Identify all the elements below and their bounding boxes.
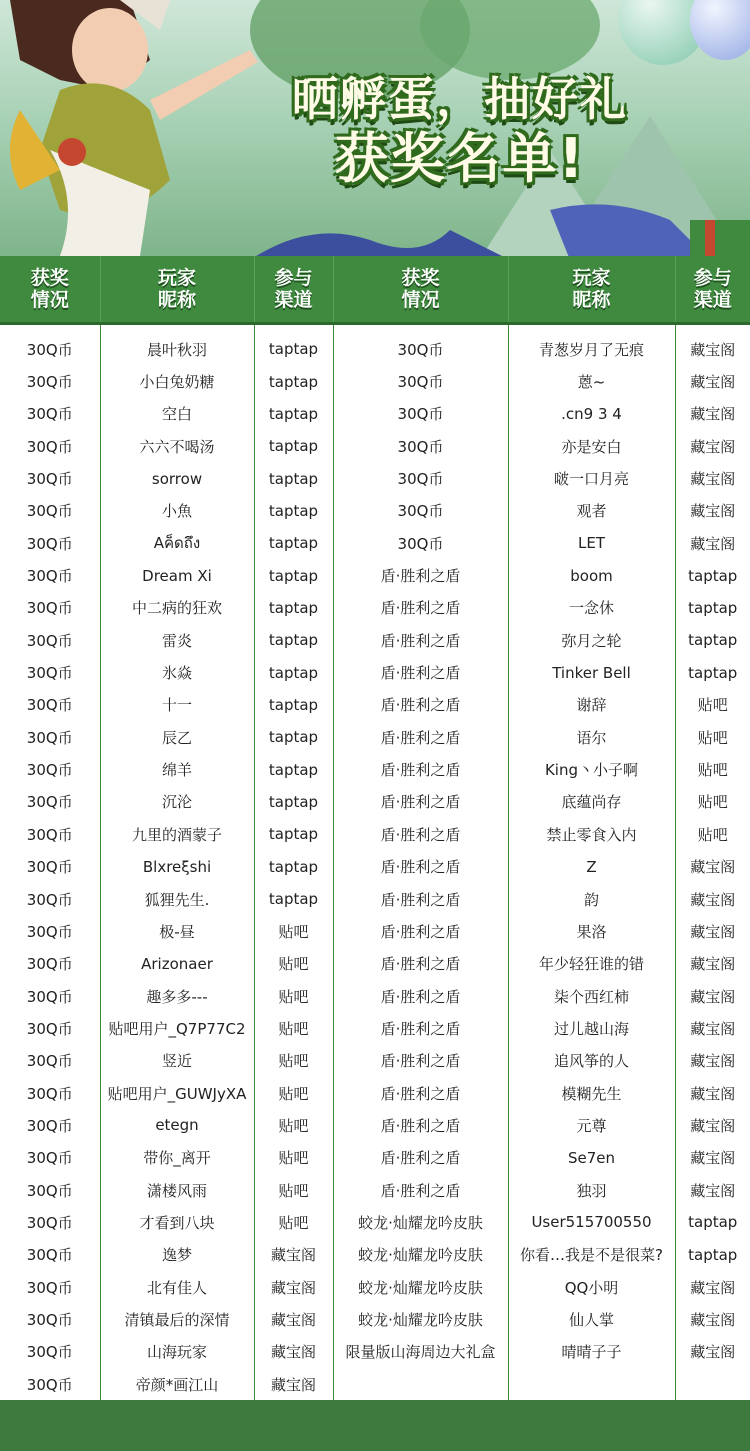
nickname-cell: Dream Xi (100, 559, 254, 591)
prize-cell: 盾·胜利之盾 (333, 1142, 508, 1174)
nickname-cell: 小白兔奶糖 (100, 365, 254, 397)
channel-cell: 藏宝阁 (690, 502, 736, 521)
channel-cell: taptap (254, 430, 333, 462)
prize-cell: 盾·胜利之盾 (333, 624, 508, 656)
channel-cell: taptap (688, 631, 738, 650)
prize-cell: 30Q币 (0, 786, 100, 818)
nickname-cell: 仙人掌 (508, 1303, 675, 1335)
nickname-cell: 一念休 (508, 592, 675, 624)
nickname-cell: 才看到八块 (100, 1206, 254, 1238)
channel-cell: taptap (254, 398, 333, 430)
header-text: 获奖 (30, 267, 69, 289)
channel-cell: 贴吧 (254, 1174, 333, 1206)
nickname-cell: 贴吧用户_GUWJyXA (100, 1077, 254, 1109)
header-nickname (100, 256, 254, 324)
header-text: 昵称 (572, 289, 611, 311)
channel-cell: 贴吧 (254, 980, 333, 1012)
table-row (0, 624, 750, 656)
channel-cell: 藏宝阁 (690, 534, 736, 553)
channel-cell: 贴吧 (254, 915, 333, 947)
table-row (0, 1368, 750, 1400)
channel-cell: 贴吧 (254, 1012, 333, 1044)
nickname-cell: 沉沦 (100, 786, 254, 818)
channel-cell: 贴吧 (254, 948, 333, 980)
nickname-cell: 竖近 (100, 1045, 254, 1077)
table-row (0, 851, 750, 883)
prize-cell: 30Q币 (333, 462, 508, 494)
table-row (0, 365, 750, 397)
table-row (0, 462, 750, 494)
nickname-cell: 亦是安白 (508, 430, 675, 462)
nickname-cell: Arizonaer (100, 948, 254, 980)
prize-cell: 30Q币 (0, 980, 100, 1012)
channel-cell: 贴吧 (254, 1077, 333, 1109)
table-row (0, 786, 750, 818)
table-row (0, 883, 750, 915)
table-row (0, 592, 750, 624)
table-row (0, 1174, 750, 1206)
table-row (0, 689, 750, 721)
channel-cell: 藏宝阁 (254, 1368, 333, 1400)
channel-cell: taptap (254, 786, 333, 818)
nickname-cell: 追风筝的人 (508, 1045, 675, 1077)
table-row (0, 430, 750, 462)
prize-cell: 30Q币 (0, 818, 100, 850)
prize-cell: 30Q币 (333, 430, 508, 462)
prize-cell: 30Q币 (0, 1077, 100, 1109)
table-row (0, 818, 750, 850)
prize-cell: 蛟龙·灿耀龙吟皮肤 (333, 1271, 508, 1303)
table-row (0, 1206, 750, 1238)
nickname-cell: User515700550 (508, 1206, 675, 1238)
channel-cell: 贴吧 (254, 1142, 333, 1174)
header-text: 渠道 (274, 289, 313, 311)
channel-cell: 藏宝阁 (690, 922, 736, 941)
prize-cell: 30Q币 (0, 1045, 100, 1077)
nickname-cell: 北有佳人 (100, 1271, 254, 1303)
prize-cell: 30Q币 (0, 1142, 100, 1174)
nickname-cell: 谢辞 (508, 689, 675, 721)
channel-cell: 藏宝阁 (254, 1239, 333, 1271)
table-row (0, 324, 750, 366)
winners-table (0, 256, 750, 1400)
header-text: 参与 (274, 267, 313, 289)
winners-table-body (0, 324, 750, 1401)
prize-cell: 30Q币 (0, 624, 100, 656)
table-row (0, 1012, 750, 1044)
header-text: 玩家 (157, 267, 196, 289)
channel-cell: 藏宝阁 (690, 858, 736, 877)
nickname-cell: 禁止零食入内 (508, 818, 675, 850)
channel-cell: 贴吧 (697, 793, 728, 812)
table-row (0, 1303, 750, 1335)
table-row (0, 948, 750, 980)
prize-cell: 30Q币 (333, 398, 508, 430)
channel-cell: 藏宝阁 (690, 890, 736, 909)
nickname-cell: 蒽~ (508, 365, 675, 397)
prize-cell: 30Q币 (0, 462, 100, 494)
prize-cell: 盾·胜利之盾 (333, 1077, 508, 1109)
prize-cell: 盾·胜利之盾 (333, 1045, 508, 1077)
prize-cell: 盾·胜利之盾 (333, 851, 508, 883)
prize-cell: 30Q币 (0, 1109, 100, 1141)
channel-cell: 贴吧 (697, 696, 728, 715)
channel-cell: 藏宝阁 (690, 405, 736, 424)
nickname-cell (508, 1368, 675, 1400)
channel-cell: 贴吧 (697, 728, 728, 747)
channel-cell: 藏宝阁 (690, 987, 736, 1006)
channel-cell: taptap (254, 656, 333, 688)
channel-cell: 藏宝阁 (254, 1336, 333, 1368)
nickname-cell: 中二病的狂欢 (100, 592, 254, 624)
prize-cell: 盾·胜利之盾 (333, 818, 508, 850)
nickname-cell: 九里的酒蒙子 (100, 818, 254, 850)
channel-cell: 藏宝阁 (690, 1084, 736, 1103)
nickname-cell: King丶小子啊 (508, 753, 675, 785)
nickname-cell: 语尔 (508, 721, 675, 753)
table-row (0, 527, 750, 559)
nickname-cell: 模糊先生 (508, 1077, 675, 1109)
prize-cell: 30Q币 (0, 1206, 100, 1238)
balloon-decoration (690, 0, 750, 60)
channel-cell: taptap (688, 598, 738, 617)
header-channel-2 (675, 256, 750, 324)
prize-cell: 限量版山海周边大礼盒 (333, 1336, 508, 1368)
prize-cell: 盾·胜利之盾 (333, 753, 508, 785)
channel-cell: 藏宝阁 (690, 1019, 736, 1038)
table-row (0, 915, 750, 947)
prize-cell: 30Q币 (0, 398, 100, 430)
nickname-cell: 柒个西红柿 (508, 980, 675, 1012)
prize-cell: 盾·胜利之盾 (333, 592, 508, 624)
channel-cell: taptap (254, 365, 333, 397)
channel-cell: 贴吧 (254, 1109, 333, 1141)
prize-cell: 30Q币 (0, 915, 100, 947)
nickname-cell: 独羽 (508, 1174, 675, 1206)
table-row (0, 1271, 750, 1303)
table-row (0, 495, 750, 527)
nickname-cell: 小魚 (100, 495, 254, 527)
nickname-cell: 雷炎 (100, 624, 254, 656)
channel-cell: 贴吧 (697, 761, 728, 780)
nickname-cell: Z (508, 851, 675, 883)
table-row (0, 1077, 750, 1109)
header-nickname-2 (508, 256, 675, 324)
channel-cell: 藏宝阁 (690, 1310, 736, 1329)
nickname-cell: 弥月之轮 (508, 624, 675, 656)
prize-cell: 盾·胜利之盾 (333, 1012, 508, 1044)
prize-cell: 蛟龙·灿耀龙吟皮肤 (333, 1303, 508, 1335)
table-row (0, 753, 750, 785)
channel-cell: taptap (254, 883, 333, 915)
table-row (0, 559, 750, 591)
table-row (0, 1142, 750, 1174)
channel-cell: taptap (688, 1213, 738, 1232)
nickname-cell: .cn9 3 4 (508, 398, 675, 430)
nickname-cell: 你看…我是不是很菜? (508, 1239, 675, 1271)
winners-table-header (0, 256, 750, 324)
nickname-cell: 绵羊 (100, 753, 254, 785)
nickname-cell: 空白 (100, 398, 254, 430)
header-text: 玩家 (572, 267, 611, 289)
nickname-cell: 极-昼 (100, 915, 254, 947)
nickname-cell: 清镇最后的深情 (100, 1303, 254, 1335)
prize-cell: 30Q币 (0, 721, 100, 753)
prize-cell: 盾·胜利之盾 (333, 689, 508, 721)
prize-cell: 30Q币 (0, 1368, 100, 1400)
prize-cell: 30Q币 (0, 592, 100, 624)
prize-cell: 30Q币 (0, 365, 100, 397)
nickname-cell: 晨叶秋羽 (100, 324, 254, 366)
prize-cell: 30Q币 (333, 324, 508, 366)
nickname-cell: 啵一口月亮 (508, 462, 675, 494)
nickname-cell: boom (508, 559, 675, 591)
table-row (0, 1045, 750, 1077)
prize-cell: 30Q币 (0, 1336, 100, 1368)
banner (0, 0, 750, 256)
channel-cell: 贴吧 (254, 1206, 333, 1238)
channel-cell: 藏宝阁 (690, 1149, 736, 1168)
nickname-cell: Blxreξshi (100, 851, 254, 883)
channel-cell: 藏宝阁 (254, 1271, 333, 1303)
prize-cell: 30Q币 (333, 365, 508, 397)
prize-cell: 30Q币 (0, 527, 100, 559)
prize-cell: 30Q币 (0, 1239, 100, 1271)
table-row (0, 1336, 750, 1368)
prize-cell: 30Q币 (0, 430, 100, 462)
prize-cell: 盾·胜利之盾 (333, 948, 508, 980)
header-prize (0, 256, 100, 324)
prize-cell: 盾·胜利之盾 (333, 786, 508, 818)
channel-cell: taptap (254, 753, 333, 785)
channel-cell: taptap (254, 624, 333, 656)
nickname-cell: 氷焱 (100, 656, 254, 688)
nickname-cell: 趣多多--- (100, 980, 254, 1012)
channel-cell: 藏宝阁 (690, 1116, 736, 1135)
channel-cell: taptap (688, 1245, 738, 1264)
prize-cell: 30Q币 (0, 495, 100, 527)
prize-cell: 30Q币 (0, 689, 100, 721)
banner-title-line1: 晒孵蛋，抽好礼 (292, 72, 628, 126)
prize-cell: 30Q币 (0, 883, 100, 915)
prize-cell: 30Q币 (0, 851, 100, 883)
prize-cell: 30Q币 (0, 559, 100, 591)
header-text: 参与 (693, 267, 732, 289)
prize-cell: 盾·胜利之盾 (333, 656, 508, 688)
channel-cell: taptap (688, 663, 738, 682)
channel-cell: 藏宝阁 (690, 437, 736, 456)
nickname-cell: Tinker Bell (508, 656, 675, 688)
nickname-cell: 观者 (508, 495, 675, 527)
prize-cell: 盾·胜利之盾 (333, 721, 508, 753)
prize-cell: 蛟龙·灿耀龙吟皮肤 (333, 1206, 508, 1238)
channel-cell: taptap (254, 527, 333, 559)
channel-cell: 藏宝阁 (690, 373, 736, 392)
channel-cell: taptap (254, 851, 333, 883)
nickname-cell: 山海玩家 (100, 1336, 254, 1368)
nickname-cell: 韵 (508, 883, 675, 915)
prize-cell: 30Q币 (0, 324, 100, 366)
prize-cell: 30Q币 (0, 1012, 100, 1044)
header-prize-2 (333, 256, 508, 324)
channel-cell: 藏宝阁 (690, 1181, 736, 1200)
nickname-cell: 带你_离开 (100, 1142, 254, 1174)
nickname-cell: 年少轻狂谁的错 (508, 948, 675, 980)
header-text: 情况 (30, 289, 69, 311)
nickname-cell: 过儿越山海 (508, 1012, 675, 1044)
nickname-cell: Aค็ดถึง (100, 527, 254, 559)
nickname-cell: 元尊 (508, 1109, 675, 1141)
nickname-cell: LET (508, 527, 675, 559)
nickname-cell: 青葱岁月了无痕 (508, 324, 675, 366)
channel-cell: taptap (254, 559, 333, 591)
nickname-cell: 晴晴子子 (508, 1336, 675, 1368)
table-row (0, 398, 750, 430)
header-text: 情况 (401, 289, 440, 311)
channel-cell: taptap (254, 462, 333, 494)
nickname-cell: 六六不喝汤 (100, 430, 254, 462)
table-row (0, 721, 750, 753)
channel-cell: 藏宝阁 (690, 1343, 736, 1362)
prize-cell: 30Q币 (333, 527, 508, 559)
channel-cell: 藏宝阁 (690, 1278, 736, 1297)
nickname-cell: 十一 (100, 689, 254, 721)
prize-cell: 盾·胜利之盾 (333, 883, 508, 915)
nickname-cell: 辰乙 (100, 721, 254, 753)
nickname-cell: 狐狸先生. (100, 883, 254, 915)
header-text: 昵称 (157, 289, 196, 311)
nickname-cell: 贴吧用户_Q7P77C2 (100, 1012, 254, 1044)
banner-title (270, 70, 650, 190)
gift-box-decoration (250, 200, 750, 256)
prize-cell: 30Q币 (0, 1271, 100, 1303)
channel-cell: 藏宝阁 (690, 470, 736, 489)
prize-cell: 30Q币 (0, 948, 100, 980)
channel-cell (675, 1368, 750, 1400)
channel-cell: 贴吧 (697, 825, 728, 844)
header-text: 渠道 (693, 289, 732, 311)
nickname-cell: 逸梦 (100, 1239, 254, 1271)
channel-cell: taptap (254, 592, 333, 624)
nickname-cell: sorrow (100, 462, 254, 494)
channel-cell: 藏宝阁 (690, 340, 736, 359)
channel-cell: taptap (254, 721, 333, 753)
prize-cell: 盾·胜利之盾 (333, 1174, 508, 1206)
channel-cell: 藏宝阁 (254, 1303, 333, 1335)
header-channel (254, 256, 333, 324)
table-row (0, 980, 750, 1012)
channel-cell: taptap (254, 689, 333, 721)
footer-bar (0, 1406, 750, 1451)
prize-cell: 盾·胜利之盾 (333, 1109, 508, 1141)
prize-cell: 盾·胜利之盾 (333, 559, 508, 591)
prize-cell: 盾·胜利之盾 (333, 980, 508, 1012)
prize-cell: 蛟龙·灿耀龙吟皮肤 (333, 1239, 508, 1271)
nickname-cell: etegn (100, 1109, 254, 1141)
prize-cell: 30Q币 (0, 656, 100, 688)
nickname-cell: 底蕴尚存 (508, 786, 675, 818)
nickname-cell: QQ小明 (508, 1271, 675, 1303)
prize-cell (333, 1368, 508, 1400)
channel-cell: taptap (688, 566, 738, 585)
header-text: 获奖 (401, 267, 440, 289)
channel-cell: taptap (254, 495, 333, 527)
prize-cell: 盾·胜利之盾 (333, 915, 508, 947)
channel-cell: 贴吧 (254, 1045, 333, 1077)
banner-title-line2: 获奖名单! (334, 127, 586, 190)
nickname-cell: 潇楼风雨 (100, 1174, 254, 1206)
table-row (0, 1109, 750, 1141)
channel-cell: taptap (254, 818, 333, 850)
nickname-cell: 果洛 (508, 915, 675, 947)
table-row (0, 1239, 750, 1271)
prize-cell: 30Q币 (333, 495, 508, 527)
channel-cell: 藏宝阁 (690, 955, 736, 974)
nickname-cell: 帝颜*画江山 (100, 1368, 254, 1400)
prize-cell: 30Q币 (0, 753, 100, 785)
table-row (0, 656, 750, 688)
channel-cell: taptap (254, 324, 333, 366)
prize-cell: 30Q币 (0, 1303, 100, 1335)
channel-cell: 藏宝阁 (690, 1052, 736, 1071)
prize-cell: 30Q币 (0, 1174, 100, 1206)
nickname-cell: Se7en (508, 1142, 675, 1174)
